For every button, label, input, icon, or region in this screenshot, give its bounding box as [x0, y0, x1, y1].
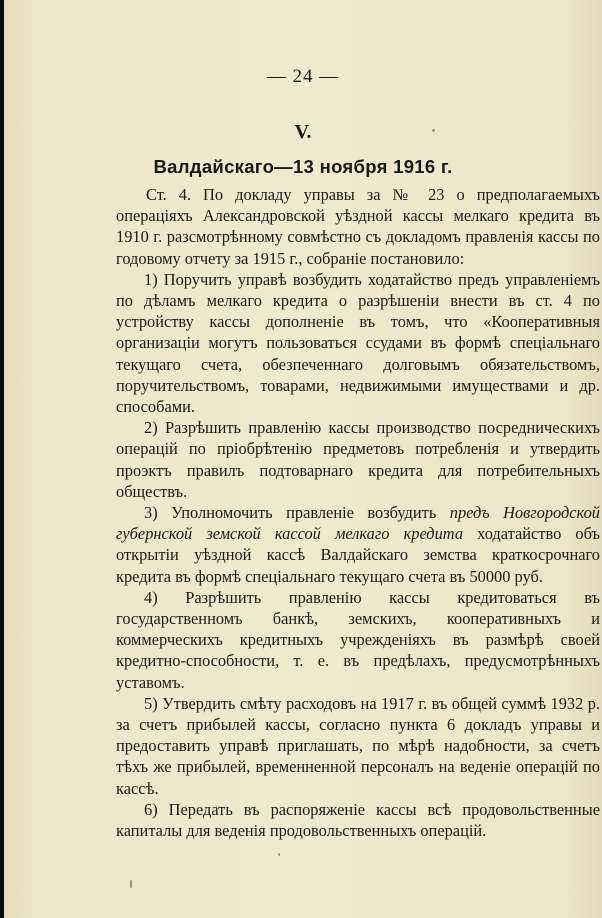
- item-6: 6) Передать въ распоряженіе кассы всѣ продовольственные капиталы для веденія продовольственныхъ операцій.: [116, 799, 600, 841]
- paper-speck: [130, 880, 132, 888]
- item-4: 4) Разрѣшить правленію кассы кредитоваться въ государственномъ банкѣ, земскихъ, кооперативныхъ и коммерческихъ кредитныхъ учрежденіяхъ въ размѣрѣ своей кредитно-способности, т. е. въ предѣлахъ, предусмотрѣнныхъ уставомъ.: [116, 587, 600, 692]
- intro-paragraph: Ст. 4. По докладу управы за № 23 о предполагаемыхъ операціяхъ Александровской уѣздной кассы мелкаго кредита въ 1910 г. разсмотрѣнному совмѣстно съ докладомъ правленія кассы по годовому отчету за 1915 г., собраніе постановило:: [116, 185, 600, 268]
- item-3-after: ходатайство объ открытіи уѣздной кассѣ Валдайскаго земства краткосрочнаго кредита въ формѣ спеціальнаго текущаго счета въ 50000 руб.: [116, 524, 600, 586]
- heading: Валдайскаго—13 ноября 1916 г.: [153, 156, 453, 177]
- item-1: 1) Поручить управѣ возбудить ходатайство предъ управленіемъ по дѣламъ мелкаго кредита о разрѣшеніи внести въ ст. 4 по устройству кассы дополненіе въ томъ, что «Кооперативныя организаціи могутъ пользоваться ссудами въ формѣ спеціальнаго текущаго счета, обезпеченнаго долговымъ обязательствомъ, поручительствомъ, товарами, недвижимыми имуществами и др. способами.: [116, 269, 600, 417]
- item-5: 5) Утвердить смѣту расходовъ на 1917 г. въ общей суммѣ 1932 р. за счетъ прибылей кассы, согласно пункта 6 докладъ управы и предоставить управѣ приглашать, по мѣрѣ надобности, за счетъ тѣхъ же прибылей, временненной персоналъ на веденіе операцій по кассѣ.: [116, 693, 600, 798]
- page-number: — 24 —: [266, 66, 340, 87]
- item-2: 2) Разрѣшить правленію кассы производство посредническихъ операцій по пріобрѣтенію предметовъ потребленія и утвердить проэктъ правилъ подтоварнаго кредита для потребительныхъ обществъ.: [116, 418, 600, 501]
- item-3: [116, 502, 600, 587]
- paper-speck: [278, 853, 280, 856]
- item-3-italic: предъ Новгородской губернской земской кассой мелкаго кредита: [116, 503, 600, 544]
- body-text: [116, 184, 600, 841]
- document-page: [4, 0, 602, 918]
- item-3-before: 3) Уполномочить правленіе возбудить: [144, 503, 450, 523]
- section-number: V.: [294, 121, 312, 143]
- paper-speck: [432, 129, 435, 132]
